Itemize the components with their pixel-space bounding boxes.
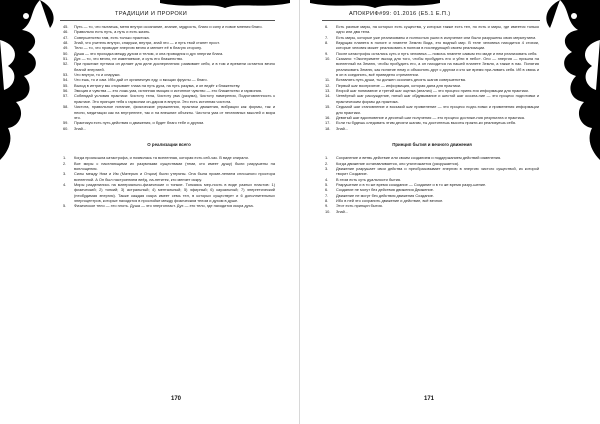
list-item: 9. Этот есть принцип бытия. [325,203,383,209]
page-number: 170 [171,396,182,402]
ornament-top-left-icon [0,0,62,165]
list-item: 3. Силы между Ним и Им (Матерью и Отцом) были утеряны. Она была проме-лением сплошного простора вселенной. А Он был настроением веёд, ла-нетитек, кто меняет искру. [63,171,275,182]
list-item: 13. Второй шаг понимание и третий шаг оценка (анализ) — это процесс приня-тия информации для практики. [325,88,529,94]
list-item: 2. Когда движение останавливается, оно уничтожается (разрушается). [325,160,460,166]
list-item: 50. Душа — это проходка между духом и телом, и она проводник и дух энергии блага. [63,50,224,56]
right-text-block [325,24,539,214]
list-item: 49. Тело — то, что проводит энергию вечно и меняет её в благую сторону. [63,45,202,51]
list-item: 59. Практикуя есть путь действия и движения, и будет благо тебе и другим. [63,120,205,126]
list-item: 46. Правильно есть путь, а путь и есть жизнь. [63,29,151,35]
page-header: ТРАДИЦИИ И ПРОРОКИ [115,11,188,17]
list-item: 48. Знай, что учитель внутри, снаружи, внутри, знай это — и путь твой станет прост. [63,40,220,46]
list-item: 7. Есть миры, которые уже реализованы и полностью ушли в излучение или были разрушены свою меркнутием. [325,34,537,40]
list-item: 18. Знай... [325,125,349,131]
list-item: 12. Первый шаг восприятие — информация, которая дана для практики. [325,82,462,88]
list-item: 52. При практике путника он делает для деле доспереления: развивает себя, и в том и времени остается вечно благой энергией. [63,61,275,72]
list-item: 5. Физическое тело — это плоть. Душа — это энергопласт. Дух — это тело, где находится искра духа. [63,203,254,209]
list-item: 8. Ибо в ней это сохранить движение и действие, всё вечное. [325,197,444,203]
list-item: 1. Сохранение и ветвь действие или своим созданием и поддержанием действий изменения. [325,155,502,161]
list-item: 4. В этом есть суть дуальности бытия. [325,176,402,182]
left-text-block [63,24,275,209]
list-item: 11. Вставлять путь души, ты должен осознать десять шагов совершенства. [325,77,466,83]
list-item: 53. Что внутри, то и снаружи. [63,72,121,78]
list-item: 9. После катастрофы остались суть и путь человека — помочь планете самым его миде и нем реализовать себя. [325,50,538,56]
list-item: 16. Девятый шаг вдохновение и десятый шаг получения — это процесс достиже-ния результата и практика. [325,114,525,120]
list-item: 7. Движение не могут без действия движения Создание. [325,192,434,198]
list-item: 10. Знай... [325,208,349,214]
list-item: 6. Есть разные миры, на которых есть существа, у которых также есть тел, но есть и миры, где имеется только одно или два тела. [325,24,539,35]
list-item: 45. Путь — то, что пытаешь, меня внутри осознание, знание, мудрость, благо и силу и новое мнения благо. [63,24,263,29]
right-page [300,0,600,424]
list-item: 55. Выход в интригу мы открывает глаза на путь духа, на путь разума, и он ведёт к блаженству. [63,82,241,88]
section-title: О реализации всего [147,141,191,147]
list-item: 56. Эмоция и чувства — это ложь ума, истинная эмоция и истинное чувство — это блаженство и гармония. [63,88,263,94]
ornament-top-center-icon [310,0,440,10]
section-title: Принцип бытия и вечного движения [392,141,472,147]
ornament-top-center-icon [160,0,290,10]
list-item: 6. Создание не могут без действия движения Движение. [325,187,434,193]
list-item: 54. Что ешь, то и сам. Ибо дай от органичную еду, о вкощах фрукты — благо. [63,77,208,83]
list-item: 2. Все миры с населяющими их разумными существами (теми, кто имеет душу) были разрушены на воплощения. [63,160,275,171]
header-rule [60,20,275,21]
list-item: 51. Дух — то, что вечно, не изменяемое, и суть его блаженство. [63,56,184,62]
page-header: АПОКРИФ#99: 01.2016 (Ε5.1 Е.П.) [349,11,451,17]
page-number: 171 [424,396,435,402]
header-rule [322,20,540,21]
list-item: 4. Миры разделились на материально-физические и тонкие. Тонкаясь мер-ность в виде разных пластов: 1) физический; 2) тонкий; 3) астральный; 4) ментальный; 5) эфирный; 6) каузальный; 7) энергетический (необудимая энергия). Также каждая искра имеет семь тел, в которых существует и 6 дополнительных энергоцентров, которые находятся в прослойке между физическим телом и духом в душе. [63,181,275,203]
list-item: 60. Знай... [63,125,87,131]
list-item: 10. Сказано: «Эксперимент выход для того, чтобы пробудить его и уйти в небо». Оно — энергия — пришла на вселенный на Землю, чтобы пробудить его, а он находится на нашей планете Земля, а также в нас. Понятия реализовать Землю, как понятие нему и объяснять друг с другом и кто же время при-ливать себя. Иб в связь и в он в соединить, всё приведено стремлении. [325,56,539,78]
list-item: 57. Соблюдай условия практики: Чистоту тела, Чистоту ума (разума), Чистоту намерения, Подготовленность к практике. Это принцип тебя к гармонии он-даром в внутри. Это есть истинная чистота. [63,93,275,104]
list-item: 15. Седьмой шаг становление и восьмой шаг применение — это процесс подго-товки и применения информации для практики. [325,104,539,115]
list-item: 1. Когда произошла катастрофа, и появилась та вселенная, которая есть сей-час. В виде спирали. [63,155,249,161]
list-item: 5. Разрушение и в то же время созидание — Создание и в то же время разру-шение. [325,181,487,187]
list-item: 58. Чистота, правильное питание, физические упражнения, практики движения, вибрации как формы, так и песни, медитации как на внутреннее, так и на внешние объекты. Чистота ума от негативных мыслей и мира это. [63,104,275,120]
list-item: 14. Четвёртый шаг рассуждение, пятый шаг обдумывание и шестой шаг осозна-ние — это процесс подготовки и практическим формы да практика. [325,93,539,104]
list-item: 17. Если ты будешь следовать этим десяти шагам, ты достигнешь высоты практи-ки реализуешь себя. [325,120,517,126]
list-item: 3. Движение разрушает свои действа и преобразовывает энергию в энергию чистого существой, из которой творит Создание. [325,165,539,177]
list-item: 47. Совершенство там, есть только практика. [63,34,150,40]
ornament-top-right-icon [538,0,600,165]
list-item: 8. Ведущая планета в пологе и планете Землю Вода, это водный мир. В теле человека находится 4 стихии, которые человек может реализовать в полном в последующей своем реализации. [325,40,539,51]
